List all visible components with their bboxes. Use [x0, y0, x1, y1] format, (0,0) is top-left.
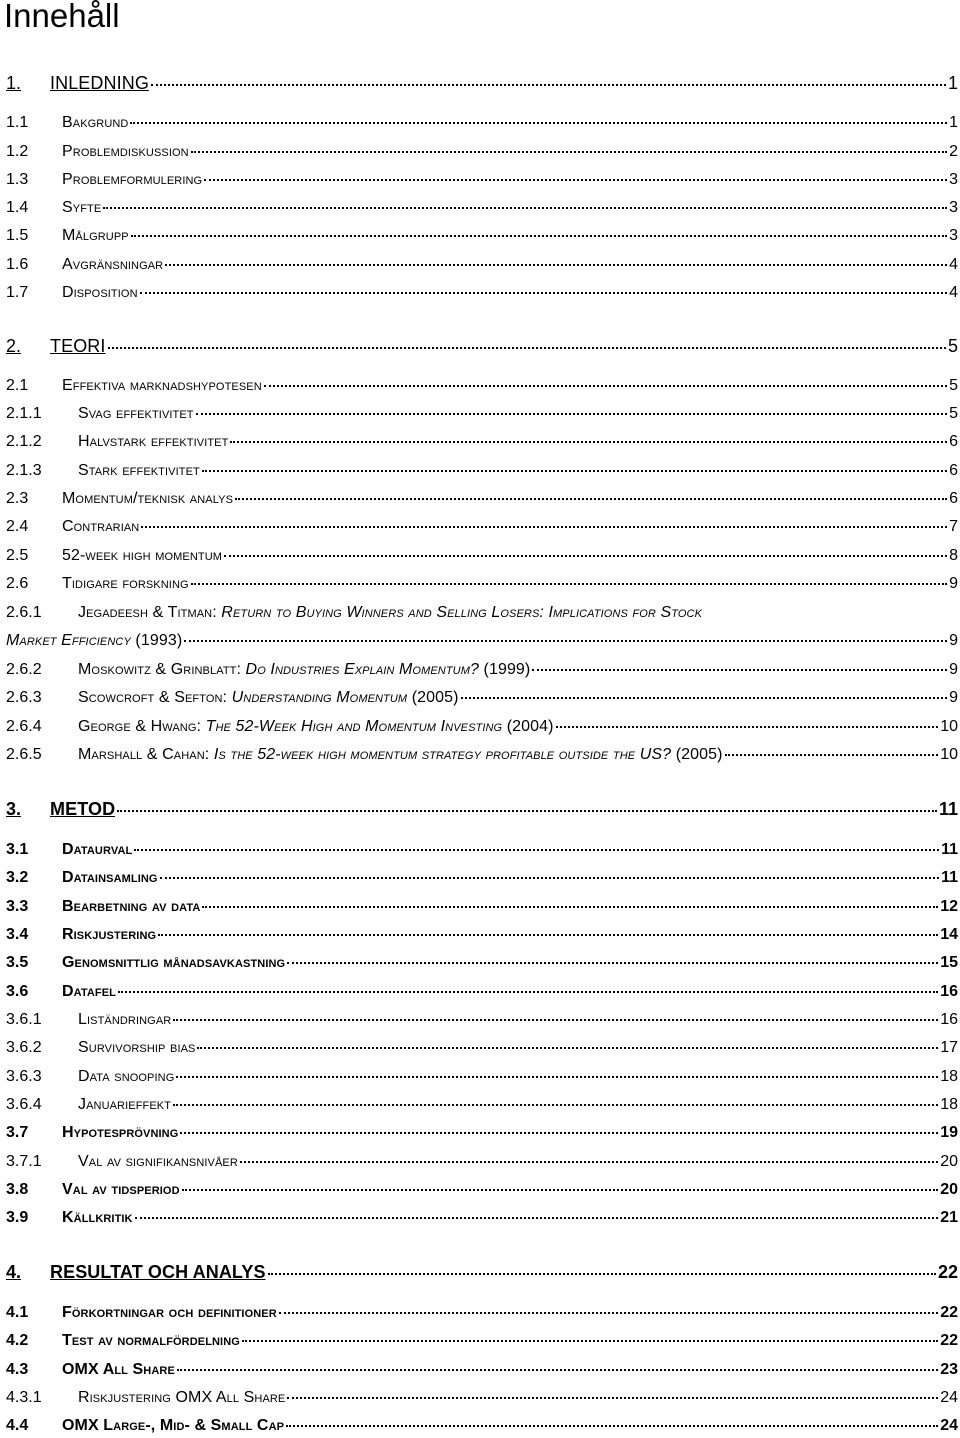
toc-entry-page-number: 6 — [949, 462, 958, 479]
toc-entry-page-number: 3 — [949, 199, 958, 216]
toc-entry-title: Liständringar — [78, 1011, 172, 1028]
toc-entry-title: Riskjustering OMX All Share — [78, 1389, 286, 1406]
toc-entry[interactable] — [6, 717, 958, 737]
toc-entry-number: 2.1.1 — [6, 405, 42, 422]
toc-entry-page-number: 18 — [940, 1068, 958, 1085]
toc-entry-number: 3. — [6, 799, 22, 819]
toc-entry[interactable] — [6, 1095, 958, 1115]
toc-entry-number: 3.1 — [6, 841, 29, 858]
toc-entry-number: 4. — [6, 1262, 22, 1282]
toc-entry-title: Momentum/teknisk analys — [62, 490, 234, 507]
toc-entry-page-number: 11 — [938, 799, 958, 819]
toc-dot-leader — [268, 1273, 936, 1275]
toc-entry[interactable] — [6, 868, 958, 888]
toc-entry[interactable] — [6, 404, 958, 424]
toc-entry[interactable] — [6, 688, 958, 708]
toc-entry-title: Contrarian — [62, 518, 140, 535]
toc-entry-number: 4.2 — [6, 1332, 29, 1349]
toc-entry-title: Datainsamling — [62, 869, 158, 886]
toc-entry-title: Svag effektivitet — [78, 405, 194, 422]
toc-entry-title — [78, 745, 723, 765]
toc-entry-number: 3.7.1 — [6, 1153, 42, 1170]
toc-entry-title: Dataurval — [62, 841, 133, 858]
toc-entry-number: 2.6.4 — [6, 718, 42, 735]
toc-entry-number: 1.7 — [6, 284, 29, 301]
toc-entry-page-number: 9 — [949, 632, 958, 649]
toc-entry-title-part: Jegadeesh & Titman: — [78, 604, 222, 621]
toc-dot-leader — [177, 1369, 938, 1371]
toc-entry-page-number: 9 — [949, 575, 958, 592]
toc-entry-title-part: Is the 52-week high momentum strategy profitable outside the US? — [213, 746, 672, 763]
toc-entry-title: Survivorship bias — [78, 1039, 196, 1056]
toc-entry-page-number: 23 — [940, 1361, 958, 1378]
toc-dot-leader — [140, 292, 947, 294]
toc-entry[interactable] — [6, 799, 958, 819]
toc-entry-title-part: Moskowitz & Grinblatt: — [78, 661, 246, 678]
toc-entry[interactable] — [6, 925, 958, 945]
toc-entry-number: 2.6.2 — [6, 661, 42, 678]
toc-dot-leader — [118, 991, 938, 993]
toc-entry-title-part: Understanding Momentum — [231, 689, 408, 706]
toc-entry-title: Problemdiskussion — [62, 143, 189, 160]
toc-entry-number: 1.5 — [6, 227, 29, 244]
toc-entry[interactable] — [6, 517, 958, 537]
toc-entry-title-part: (2005) — [671, 746, 723, 763]
toc-entry-number: 2.1.2 — [6, 433, 42, 450]
toc-entry[interactable] — [6, 840, 958, 860]
page-title: Innehåll — [4, 0, 120, 34]
toc-dot-leader — [135, 1217, 939, 1219]
toc-entry[interactable] — [6, 574, 958, 594]
toc-entry-number: 3.6.3 — [6, 1068, 42, 1085]
toc-entry-page-number: 9 — [949, 689, 958, 706]
toc-entry-title: Val av signifikansnivåer — [78, 1153, 238, 1170]
toc-dot-leader — [141, 526, 947, 528]
toc-entry[interactable] — [6, 1152, 958, 1172]
toc-entry-page-number: 1 — [947, 73, 958, 93]
toc-entry[interactable] — [6, 660, 958, 680]
toc-dot-leader — [160, 877, 940, 879]
toc-entry-page-number: 1 — [949, 114, 958, 131]
toc-dot-leader — [287, 962, 938, 964]
toc-entry-number: 3.5 — [6, 954, 29, 971]
toc-entry-page-number: 24 — [940, 1389, 958, 1406]
toc-entry-title-part: Return to Buying Winners and Selling Losers: Implications for Stock — [221, 604, 703, 621]
toc-entry-title-part: Scowcroft & Sefton: — [78, 689, 232, 706]
toc-entry-number: 2.4 — [6, 518, 29, 535]
toc-entry-number: 2.6 — [6, 575, 29, 592]
toc-entry-number: 3.6 — [6, 983, 29, 1000]
toc-entry-number: 4.4 — [6, 1417, 29, 1434]
toc-entry[interactable] — [6, 1208, 958, 1228]
toc-dot-leader — [151, 84, 946, 86]
toc-entry-number: 3.2 — [6, 869, 29, 886]
toc-entry-page-number: 4 — [949, 284, 958, 301]
toc-entry-page-number: 2 — [949, 143, 958, 160]
toc-entry-continuation[interactable] — [6, 631, 958, 651]
toc-dot-leader — [556, 726, 939, 728]
toc-entry[interactable] — [6, 376, 958, 396]
toc-entry-title — [78, 688, 459, 708]
toc-entry-title: 52-week high momentum — [62, 547, 222, 564]
toc-entry-number: 3.6.1 — [6, 1011, 42, 1028]
toc-entry-page-number: 8 — [949, 547, 958, 564]
toc-entry-title: Halvstark effektivitet — [78, 433, 229, 450]
toc-entry-page-number: 10 — [940, 718, 958, 735]
toc-entry-page-number: 5 — [947, 336, 958, 356]
toc-dot-leader — [173, 1019, 938, 1021]
toc-entry-number: 3.8 — [6, 1181, 29, 1198]
toc-entry[interactable] — [6, 113, 958, 133]
toc-entry[interactable] — [6, 489, 958, 509]
toc-entry-page-number: 5 — [949, 405, 958, 422]
toc-entry-title: Data snooping — [78, 1068, 175, 1085]
toc-entry-page-number: 22 — [940, 1332, 958, 1349]
toc-dot-leader — [180, 1132, 938, 1134]
toc-entry-title: RESULTAT OCH ANALYS — [50, 1262, 266, 1282]
toc-dot-leader — [191, 151, 947, 153]
toc-entry-number: 1. — [6, 73, 22, 93]
toc-entry-page-number: 24 — [940, 1417, 958, 1434]
toc-entry[interactable] — [6, 336, 958, 356]
toc-dot-leader — [204, 179, 947, 181]
toc-entry-title — [78, 717, 554, 737]
toc-entry-number: 4.3.1 — [6, 1389, 42, 1406]
toc-entry-number: 1.2 — [6, 143, 29, 160]
toc-entry-title: Effektiva marknadshypotesen — [62, 377, 262, 394]
toc-entry-page-number: 15 — [940, 954, 958, 971]
toc-entry[interactable] — [6, 982, 958, 1002]
toc-dot-leader — [131, 235, 947, 237]
toc-entry-page-number: 3 — [949, 171, 958, 188]
toc-entry-title: Riskjustering — [62, 926, 157, 943]
toc-entry-number: 3.9 — [6, 1209, 29, 1226]
toc-entry-title: TEORI — [50, 336, 106, 356]
toc-dot-leader — [235, 498, 947, 500]
toc-entry-page-number: 20 — [940, 1181, 958, 1198]
toc-entry-number: 1.3 — [6, 171, 29, 188]
toc-dot-leader — [287, 1397, 938, 1399]
toc-entry-title: Tidigare forskning — [62, 575, 189, 592]
toc-entry-title-part: (1993) — [130, 632, 183, 649]
toc-dot-leader — [240, 1161, 938, 1163]
toc-entry-number: 3.4 — [6, 926, 29, 943]
toc-dot-leader — [197, 1047, 938, 1049]
toc-dot-leader — [279, 1312, 938, 1314]
toc-entry-number: 4.1 — [6, 1304, 29, 1321]
toc-entry-number: 2.6.5 — [6, 746, 42, 763]
toc-dot-leader — [176, 1076, 938, 1078]
toc-entry[interactable] — [6, 1010, 958, 1030]
toc-entry-title: Avgränsningar — [62, 256, 164, 273]
toc-entry-title: Förkortningar och definitioner — [62, 1304, 277, 1321]
toc-entry[interactable] — [6, 198, 958, 218]
toc-dot-leader — [242, 1340, 938, 1342]
toc-dot-leader — [202, 470, 947, 472]
toc-entry-page-number: 16 — [940, 1011, 958, 1028]
toc-entry[interactable] — [6, 1262, 958, 1282]
toc-entry-title: Stark effektivitet — [78, 462, 200, 479]
toc-entry-title: INLEDNING — [50, 73, 149, 93]
toc-entry-number: 2.1 — [6, 377, 29, 394]
toc-entry-title-part: (2004) — [502, 718, 554, 735]
toc-entry-number: 2.3 — [6, 490, 29, 507]
toc-entry-page-number: 7 — [949, 518, 958, 535]
toc-dot-leader — [264, 385, 947, 387]
toc-entry-title: Syfte — [62, 199, 102, 216]
toc-dot-leader — [182, 1189, 939, 1191]
toc-dot-leader — [173, 1104, 938, 1106]
toc-entry-title — [78, 603, 702, 623]
toc-entry-page-number: 19 — [940, 1124, 958, 1141]
toc-entry-page-number: 21 — [940, 1209, 958, 1226]
toc-entry-title: Bakgrund — [62, 114, 129, 131]
toc-entry-title: OMX All Share — [62, 1361, 175, 1378]
toc-dot-leader — [725, 754, 939, 756]
toc-entry-number: 2.5 — [6, 547, 29, 564]
toc-dot-leader — [461, 697, 948, 699]
toc-entry-page-number: 17 — [940, 1039, 958, 1056]
toc-entry-title-part: (2005) — [407, 689, 459, 706]
toc-entry-title: Problemformulering — [62, 171, 203, 188]
toc-entry-page-number: 22 — [940, 1304, 958, 1321]
toc-entry-number: 1.1 — [6, 114, 29, 131]
toc-entry[interactable] — [6, 1180, 958, 1200]
toc-dot-leader — [134, 849, 939, 851]
toc-entry-page-number: 20 — [940, 1153, 958, 1170]
toc-entry-page-number: 11 — [941, 869, 958, 886]
toc-entry[interactable] — [6, 226, 958, 246]
toc-entry[interactable] — [6, 1331, 958, 1351]
toc-entry-page-number: 3 — [949, 227, 958, 244]
toc-entry[interactable] — [6, 1038, 958, 1058]
toc-entry-page-number: 6 — [949, 433, 958, 450]
toc-entry[interactable] — [6, 255, 958, 275]
toc-entry-number: 1.6 — [6, 256, 29, 273]
toc-entry-page-number: 10 — [940, 746, 958, 763]
toc-entry-title: Hypotesprövning — [62, 1124, 179, 1141]
toc-entry-number: 1.4 — [6, 199, 29, 216]
toc-dot-leader — [103, 207, 947, 209]
toc-entry-number: 3.7 — [6, 1124, 29, 1141]
toc-entry-title: Januarieffekt — [78, 1096, 172, 1113]
toc-dot-leader — [202, 906, 938, 908]
toc-entry-page-number: 9 — [949, 661, 958, 678]
toc-dot-leader — [230, 441, 947, 443]
toc-entry-page-number: 22 — [937, 1262, 958, 1282]
toc-entry-page-number: 18 — [940, 1096, 958, 1113]
toc-dot-leader — [117, 810, 937, 812]
toc-entry[interactable] — [6, 1067, 958, 1087]
toc-entry-page-number: 6 — [949, 490, 958, 507]
toc-entry[interactable] — [6, 283, 958, 303]
toc-entry-title-part: George & Hwang: — [78, 718, 206, 735]
toc-entry-title-part: Do Industries Explain Momentum? — [245, 661, 479, 678]
toc-entry[interactable] — [6, 1416, 958, 1436]
toc-entry[interactable] — [6, 1123, 958, 1143]
toc-entry[interactable] — [6, 745, 958, 765]
toc-entry-title-part: Market Efficiency — [6, 632, 131, 649]
toc-entry-number: 2.6.1 — [6, 604, 42, 621]
toc-entry[interactable] — [6, 73, 958, 93]
toc-entry-number: 4.3 — [6, 1361, 29, 1378]
toc-entry-title: Målgrupp — [62, 227, 129, 244]
toc-entry-number: 2.1.3 — [6, 462, 42, 479]
toc-entry-number: 2. — [6, 336, 22, 356]
toc-entry-title: OMX Large-, Mid- & Small Cap — [62, 1417, 285, 1434]
toc-entry[interactable] — [6, 461, 958, 481]
toc-entry-number: 2.6.3 — [6, 689, 42, 706]
toc-entry-number: 3.6.2 — [6, 1039, 42, 1056]
toc-entry-title — [6, 631, 182, 651]
toc-entry-title-part: (1999) — [478, 661, 531, 678]
toc-entry-title: Källkritik — [62, 1209, 133, 1226]
toc-entry-page-number: 11 — [941, 841, 958, 858]
toc-entry-page-number: 4 — [949, 256, 958, 273]
toc-entry-title — [78, 660, 530, 680]
toc-dot-leader — [165, 264, 947, 266]
toc-entry[interactable] — [6, 1360, 958, 1380]
toc-dot-leader — [286, 1425, 938, 1427]
toc-entry[interactable] — [6, 170, 958, 190]
toc-dot-leader — [196, 413, 947, 415]
toc-entry-page-number: 14 — [940, 926, 958, 943]
toc-dot-leader — [158, 934, 938, 936]
toc-entry-number: 3.6.4 — [6, 1096, 42, 1113]
toc-entry-page-number: 16 — [940, 983, 958, 1000]
toc-entry[interactable] — [6, 546, 958, 566]
toc-entry-title-part: The 52-Week High and Momentum Investing — [205, 718, 503, 735]
toc-entry-title: Bearbetning av data — [62, 898, 201, 915]
toc-entry-title: Test av normalfördelning — [62, 1332, 240, 1349]
toc-entry-page-number: 5 — [949, 377, 958, 394]
toc-entry-number: 3.3 — [6, 898, 29, 915]
toc-entry[interactable] — [6, 953, 958, 973]
toc-dot-leader — [130, 122, 947, 124]
toc-entry[interactable] — [6, 432, 958, 452]
toc-entry[interactable] — [6, 1303, 958, 1323]
toc-entry-title: Datafel — [62, 983, 117, 1000]
toc-entry-title: Val av tidsperiod — [62, 1181, 180, 1198]
toc-dot-leader — [184, 640, 947, 642]
toc-entry[interactable] — [6, 142, 958, 162]
toc-entry-page-number: 12 — [940, 898, 958, 915]
toc-dot-leader — [108, 347, 946, 349]
toc-dot-leader — [191, 583, 947, 585]
toc-dot-leader — [532, 669, 947, 671]
toc-entry-title: Genomsnittlig månadsavkastning — [62, 954, 286, 971]
toc-dot-leader — [224, 555, 947, 557]
toc-entry[interactable] — [6, 1388, 958, 1408]
toc-entry-title-part: Marshall & Cahan: — [78, 746, 214, 763]
toc-entry-title: METOD — [50, 799, 116, 819]
toc-entry-title: Disposition — [62, 284, 138, 301]
toc-entry[interactable] — [6, 603, 958, 623]
toc-entry[interactable] — [6, 897, 958, 917]
